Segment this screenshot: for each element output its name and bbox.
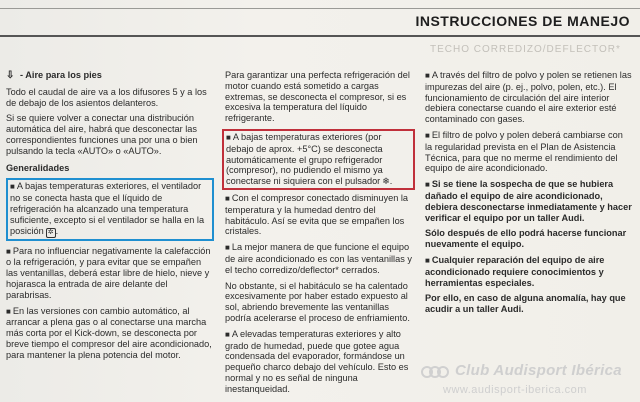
audi-rings-logo [420, 361, 450, 383]
paragraph-bold: ■ Cualquier reparación del equipo de aire acondicionado requiere conocimientos y herramientas especiales. [425, 254, 605, 288]
ghost-heading: TECHO CORREDIZO/DEFLECTOR* [430, 44, 621, 55]
page-header [0, 8, 640, 37]
paragraph: ■ A través del filtro de polvo y polen se retienen las impurezas del aire (p. ej., polvo, polen, etc.). El funcionamiento de circulación del aire interior debiera conectarse cuando el aire exterior esté contaminado con gases. [425, 70, 632, 125]
section-title-feet: ⇩ - Aire para los pies [6, 70, 102, 81]
bullet-square-icon: ■ [6, 246, 11, 256]
column-2 [225, 70, 415, 400]
paragraph: Para garantizar una perfecta refrigeración del motor cuando está sometido a cargas extremas, se desconecta el compresor, si es excesiva la temperatura del líquido refrigerante. [225, 70, 410, 124]
column-1 [6, 70, 214, 366]
paragraph: ■ La mejor manera de que funcione el equipo de aire acondicionado es con las ventanillas y el techo corredizo/deflector* cerrados. [225, 242, 412, 275]
bullet-square-icon: ■ [225, 193, 230, 203]
paragraph: No obstante, si el habitáculo se ha calentado excesivamente por haber estado expuesto al sol, abriendo brevemente las ventanillas podría acelerarse el proceso de enfriamiento. [225, 280, 410, 323]
fan-icon: ✲ [47, 228, 54, 236]
column-3 [425, 70, 632, 320]
bullet-square-icon: ■ [225, 243, 230, 253]
paragraph-bold: Sólo después de ello podrá hacerse funcionar nuevamente el equipo. [425, 228, 627, 250]
paragraph: ■ A elevadas temperaturas exteriores y alto grado de humedad, puede que gotee agua condensada del evaporador, formándose un pequeño charco debajo del vehículo. Esto es normal y no es señal de ninguna inestanqueidad. [225, 328, 409, 394]
watermark-club-name: Club Audisport Ibérica [455, 362, 622, 379]
bullet-square-icon: ■ [425, 255, 430, 265]
bullet-square-icon: ■ [10, 182, 15, 192]
paragraph: ■ Para no influenciar negativamente la calefacción o la refrigeración, y para evitar que se empañen las ventanillas, deberá estar libre de hielo, nieve y hojarasca la entrada de aire delante del parabrisas. [6, 245, 211, 300]
bullet-square-icon: ■ [425, 71, 430, 80]
feet-airflow-icon: ⇩ [6, 70, 15, 81]
paragraph: Si se quiere volver a conectar una distribución automática del aire, habrá que desconectar las correspondientes funciones una por una o bien pulsando la tecla «AUTO» o «AUTO». [6, 113, 198, 156]
paragraph: ■ El filtro de polvo y polen deberá cambiarse con la regularidad prevista en el Plan de Asistencia Técnica, para que no merme el rendimiento del equipo de aire acondicionado. [425, 129, 623, 174]
page-title: INSTRUCCIONES DE MANEJO [415, 13, 630, 29]
bullet-square-icon: ■ [425, 130, 430, 140]
highlight-box-red: ■ A bajas temperaturas exteriores (por debajo de aprox. +5°C) se desconecta automáticamente el grupo refrigerador (compresor), no pudiendo el mismo ya conectarse ni siquiera con el pulsador ❄. [222, 129, 415, 190]
bullet-square-icon: ■ [425, 180, 430, 190]
paragraph-bold: Por ello, en caso de alguna anomalía, hay que acudir a un taller Audi. [425, 293, 626, 315]
highlight-box-blue: ■ A bajas temperaturas exteriores, el ventilador no se conecta hasta que el líquido de refrigeración ha alcanzado una temperatura suficiente, excepto si el ventilador se halla en la posición ✲ . [6, 178, 214, 240]
snowflake-icon: ❄ [382, 176, 390, 187]
section-title-generalidades: Generalidades [6, 162, 70, 173]
paragraph: Todo el caudal de aire va a los difusores 5 y a los de debajo de los asientos delanteros. [6, 86, 207, 108]
watermark-url: www.audisport-iberica.com [443, 384, 587, 396]
paragraph: ■ En las versiones con cambio automático, al arrancar a plena gas o al conectarse una marcha más corta por el Kick-down, se desconecta por breve tiempo el compresor del aire acondicionado, para mantener la plena potencia del motor. [6, 305, 212, 360]
paragraph-bold: ■ Si se tiene la sospecha de que se hubiera dañado el equipo de aire acondicionado, debiera desconectarse inmediatamente y hacer verificar el equipo por un taller Audi. [425, 179, 632, 223]
bullet-square-icon: ■ [226, 132, 231, 142]
bullet-square-icon: ■ [225, 329, 230, 339]
bullet-square-icon: ■ [6, 306, 11, 316]
paragraph: ■ Con el compresor conectado disminuyen la temperatura y la humedad dentro del habitáculo. Así se evita que se empañen los cristales. [225, 192, 409, 237]
